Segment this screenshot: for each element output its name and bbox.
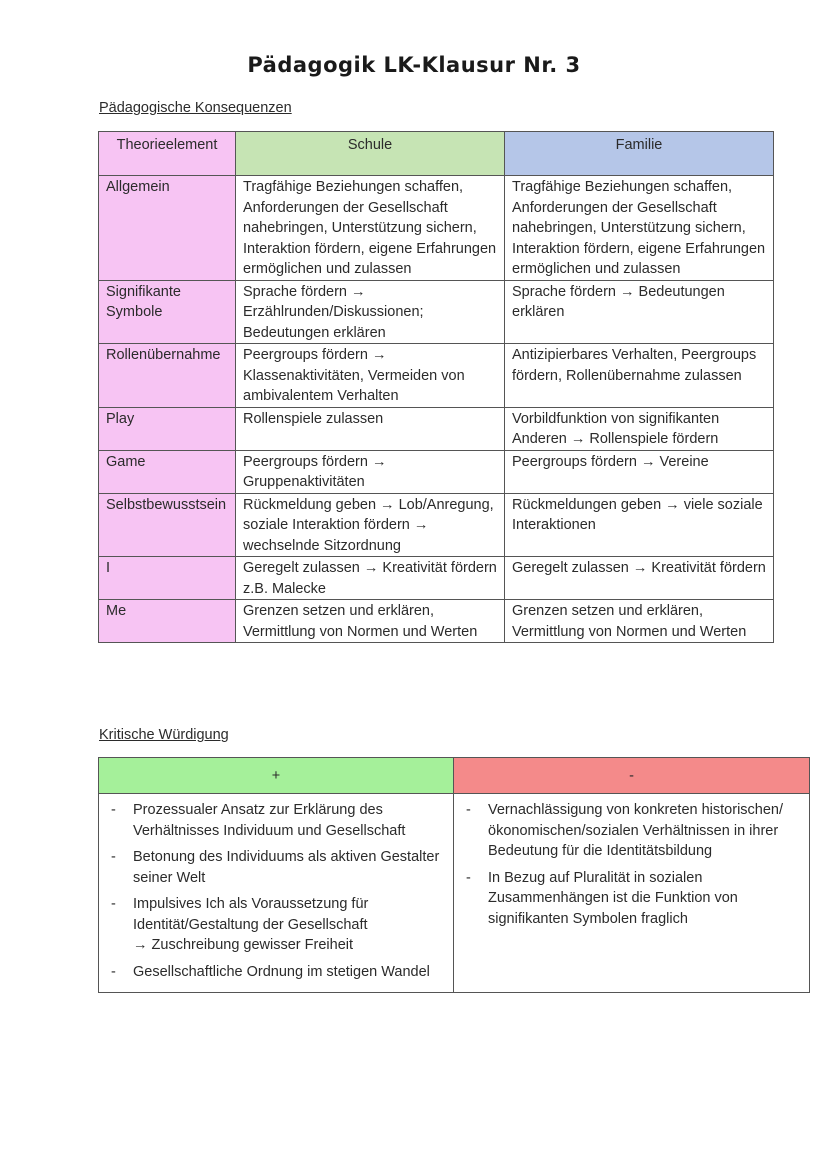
schule-cell: Rückmeldung geben → Lob/Anregung, soziale Interaktion fördern → wechselnde Sitzordnung — [236, 493, 505, 557]
plus-cell — [99, 794, 454, 993]
minus-item-text: Vernachlässigung von konkreten historischen/ökonomischen/sozialen Verhältnissen in ihrer Bedeutung für die Identitätsbildung — [488, 802, 784, 859]
column-header-theorieelement: Theorieelement — [99, 132, 236, 176]
familie-cell: Vorbildfunktion von signifikanten Anderen → Rollenspiele fördern — [505, 407, 774, 450]
schule-cell: Geregelt zulassen → Kreativität fördern z.B. Malecke — [236, 557, 505, 600]
familie-cell: Peergroups fördern → Vereine — [505, 450, 774, 493]
familie-cell: Geregelt zulassen → Kreativität fördern — [505, 557, 774, 600]
minus-list — [462, 800, 801, 929]
theory-element-cell: Allgemein — [99, 176, 236, 281]
table-header-row — [99, 132, 774, 176]
critique-header-row — [99, 758, 810, 794]
section-heading-consequences: Pädagogische Konsequenzen — [99, 100, 292, 116]
page-title: Pädagogik LK-Klausur Nr. 3 — [247, 53, 581, 77]
column-header-schule: Schule — [236, 132, 505, 176]
table-row — [99, 176, 774, 281]
table-row — [99, 557, 774, 600]
theory-element-cell: Signifikante Symbole — [99, 280, 236, 344]
schule-cell: Tragfähige Beziehungen schaffen, Anforderungen der Gesellschaft nahebringen, Unterstützung sichern, Interaktion fördern, eigene Erfahrungen ermöglichen und zulassen — [236, 176, 505, 281]
plus-item-text: Gesellschaftliche Ordnung im stetigen Wandel — [133, 963, 430, 980]
list-item — [107, 800, 445, 841]
consequences-table — [98, 131, 774, 643]
familie-cell: Rückmeldungen geben → viele soziale Interaktionen — [505, 493, 774, 557]
table-row — [99, 280, 774, 344]
familie-cell: Antizipierbares Verhalten, Peergroups fördern, Rollenübernahme zulassen — [505, 344, 774, 408]
plus-item-text: Betonung des Individuums als aktiven Gestalter seiner Welt — [133, 849, 440, 886]
minus-cell — [454, 794, 810, 993]
minus-header: - — [454, 758, 810, 794]
plus-list — [107, 800, 445, 982]
table-row — [99, 407, 774, 450]
theory-element-cell: Selbstbewusstsein — [99, 493, 236, 557]
schule-cell: Peergroups fördern → Klassenaktivitäten, Vermeiden von ambivalentem Verhalten — [236, 344, 505, 408]
plus-item-subpoint: → Zuschreibung gewisser Freiheit — [133, 937, 354, 953]
column-header-familie: Familie — [505, 132, 774, 176]
list-item — [462, 800, 801, 862]
theory-element-cell: Play — [99, 407, 236, 450]
critique-body-row — [99, 794, 810, 993]
list-item — [462, 868, 801, 930]
theory-element-cell: I — [99, 557, 236, 600]
plus-header: + — [99, 758, 454, 794]
plus-item-text: Impulsives Ich als Voraussetzung für Identität/Gestaltung der Gesellschaft — [133, 896, 369, 933]
list-item — [107, 847, 445, 888]
critique-table — [98, 757, 810, 993]
table-row — [99, 493, 774, 557]
familie-cell: Grenzen setzen und erklären, Vermittlung von Normen und Werten — [505, 600, 774, 643]
schule-cell: Peergroups fördern → Gruppenaktivitäten — [236, 450, 505, 493]
familie-cell: Sprache fördern → Bedeutungen erklären — [505, 280, 774, 344]
familie-cell: Tragfähige Beziehungen schaffen, Anforderungen der Gesellschaft nahebringen, Unterstützung sichern, Interaktion fördern, eigene Erfahrungen ermöglichen und zulassen — [505, 176, 774, 281]
plus-item-text: Prozessualer Ansatz zur Erklärung des Verhältnisses Individuum und Gesellschaft — [133, 802, 406, 839]
table-row — [99, 344, 774, 408]
schule-cell: Sprache fördern → Erzählrunden/Diskussionen; Bedeutungen erklären — [236, 280, 505, 344]
schule-cell: Grenzen setzen und erklären, Vermittlung von Normen und Werten — [236, 600, 505, 643]
section-heading-critique: Kritische Würdigung — [99, 727, 229, 743]
theory-element-cell: Rollenübernahme — [99, 344, 236, 408]
minus-item-text: In Bezug auf Pluralität in sozialen Zusammenhängen ist die Funktion von signifikanten Symbolen fraglich — [488, 869, 738, 927]
schule-cell: Rollenspiele zulassen — [236, 407, 505, 450]
theory-element-cell: Me — [99, 600, 236, 643]
theory-element-cell: Game — [99, 450, 236, 493]
table-row — [99, 600, 774, 643]
list-item — [107, 894, 445, 956]
list-item — [107, 962, 445, 983]
table-row — [99, 450, 774, 493]
